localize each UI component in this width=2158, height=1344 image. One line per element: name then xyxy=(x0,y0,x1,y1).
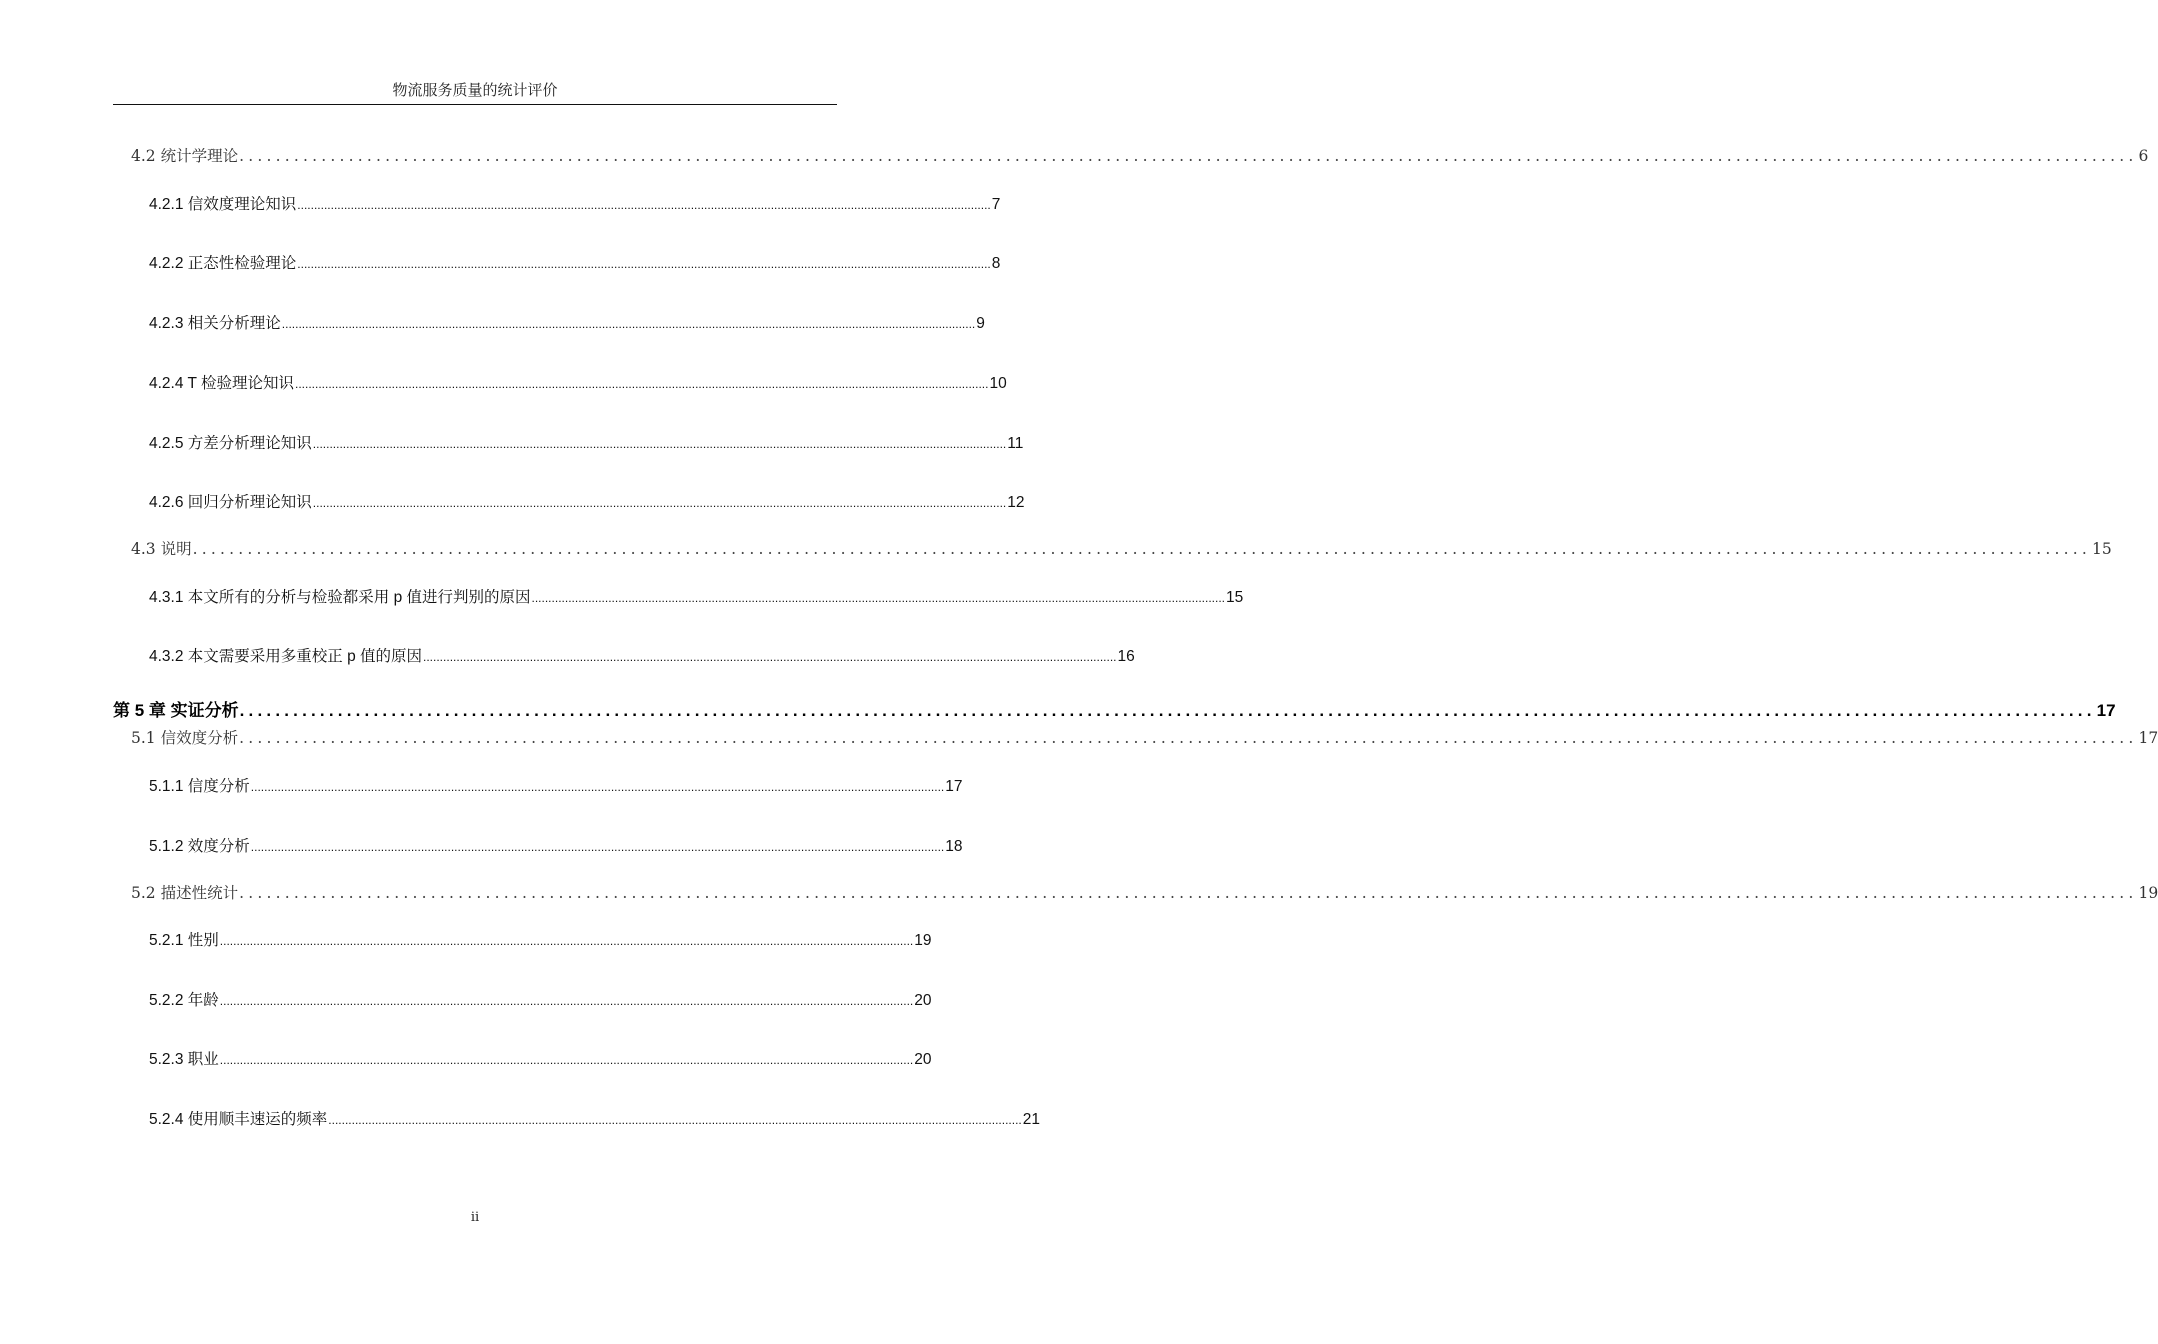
toc-entry-page: 17 xyxy=(2096,701,2116,720)
toc-entry-4-2-1[interactable] xyxy=(149,192,1001,214)
toc-entry-page: 19 xyxy=(914,932,932,949)
toc-entry-page: 10 xyxy=(989,375,1007,392)
toc-leader-dots: ................................................................................................................................................................................................................ xyxy=(531,591,1225,605)
toc-leader-dots: ................................................................................................................................................................................................................ xyxy=(239,729,2138,747)
toc-leader-dots: ................................................................................................................................................................................................................ xyxy=(328,1113,1022,1127)
toc-entry-title: 5.2.1 性别 xyxy=(149,932,219,949)
toc-entry-5-2-3[interactable] xyxy=(149,1047,932,1069)
toc-leader-dots: ................................................................................................................................................................................................................ xyxy=(250,780,945,794)
toc-leader-dots: ................................................................................................................................................................................................................ xyxy=(219,1053,914,1067)
toc-entry-5-2-1[interactable] xyxy=(149,928,932,950)
toc-entry-page: 15 xyxy=(2092,540,2112,558)
toc-leader-dots: ................................................................................................................................................................................................................ xyxy=(219,994,914,1008)
toc-entry-title: 5.2.4 使用顺丰速运的频率 xyxy=(149,1111,328,1128)
page-number: ii xyxy=(470,1210,480,1225)
toc-entry-page: 11 xyxy=(1007,435,1024,452)
toc-entry-title: 5.1.2 效度分析 xyxy=(149,838,250,855)
toc-entry-4-2-6[interactable] xyxy=(149,490,1025,512)
toc-entry-page: 16 xyxy=(1117,648,1135,665)
toc-entry-chapter-5[interactable] xyxy=(113,696,2116,721)
toc-entry-5-1-1[interactable] xyxy=(149,774,963,796)
running-header-title: 物流服务质量的统计评价 xyxy=(392,81,558,99)
toc-leader-dots: ................................................................................................................................................................................................................ xyxy=(312,437,1007,451)
toc-leader-dots: ................................................................................................................................................................................................................ xyxy=(295,377,989,391)
toc-entry-4-3-1[interactable] xyxy=(149,585,1244,607)
toc-entry-5-2[interactable] xyxy=(131,881,2158,903)
toc-leader-dots: ................................................................................................................................................................................................................ xyxy=(239,701,2096,720)
toc-entry-5-1-2[interactable] xyxy=(149,834,963,856)
toc-entry-4-2-3[interactable] xyxy=(149,311,985,333)
toc-entry-page: 21 xyxy=(1022,1111,1040,1128)
toc-entry-title: 5.1 信效度分析 xyxy=(131,729,239,747)
toc-entry-title: 5.2.3 职业 xyxy=(149,1051,219,1068)
toc-entry-title: 5.1.1 信度分析 xyxy=(149,778,250,795)
toc-entry-page: 19 xyxy=(2138,884,2158,902)
toc-entry-title: 4.2.3 相关分析理论 xyxy=(149,315,281,332)
toc-entry-page: 17 xyxy=(2138,729,2158,747)
toc-leader-dots: ................................................................................................................................................................................................................ xyxy=(219,934,914,948)
header-rule xyxy=(113,104,837,105)
toc-entry-page: 17 xyxy=(945,778,963,795)
toc-entry-4-2-4[interactable] xyxy=(149,371,1007,393)
toc-entry-title: 4.2.6 回归分析理论知识 xyxy=(149,494,312,511)
toc-entry-page: 18 xyxy=(945,838,963,855)
toc-entry-4-3-2[interactable] xyxy=(149,644,1135,666)
toc-entry-page: 15 xyxy=(1225,589,1244,606)
toc-entry-5-1[interactable] xyxy=(131,726,2158,748)
toc-entry-5-2-4[interactable] xyxy=(149,1107,1040,1129)
toc-leader-dots: ................................................................................................................................................................................................................ xyxy=(250,840,945,854)
toc-entry-page: 8 xyxy=(991,255,1001,272)
toc-entry-title: 4.2.5 方差分析理论知识 xyxy=(149,435,312,452)
toc-entry-title: 5.2.2 年龄 xyxy=(149,992,219,1009)
toc-leader-dots: ................................................................................................................................................................................................................ xyxy=(423,650,1117,664)
toc-entry-title: 4.2.4 T 检验理论知识 xyxy=(149,375,294,392)
toc-entry-page: 12 xyxy=(1007,494,1025,511)
toc-entry-page: 20 xyxy=(914,992,932,1009)
toc-entry-page: 6 xyxy=(2138,147,2149,165)
toc-entry-page: 9 xyxy=(976,315,985,332)
toc-entry-title: 4.2.2 正态性检验理论 xyxy=(149,255,297,272)
toc-entry-title: 4.3.2 本文需要采用多重校正 p 值的原因 xyxy=(149,648,423,665)
toc-leader-dots: ................................................................................................................................................................................................................ xyxy=(281,317,976,331)
toc-leader-dots: ................................................................................................................................................................................................................ xyxy=(297,198,991,212)
toc-entry-title: 4.3 说明 xyxy=(131,540,192,558)
toc-entry-title: 5.2 描述性统计 xyxy=(131,884,239,902)
toc-entry-4-3[interactable] xyxy=(131,537,2112,559)
toc-entry-title: 第 5 章 实证分析 xyxy=(113,701,239,720)
toc-leader-dots: ................................................................................................................................................................................................................ xyxy=(312,496,1007,510)
toc-entry-title: 4.2 统计学理论 xyxy=(131,147,239,165)
toc-entry-page: 7 xyxy=(991,196,1001,213)
toc-leader-dots: ................................................................................................................................................................................................................ xyxy=(239,884,2138,902)
toc-entry-title: 4.2.1 信效度理论知识 xyxy=(149,196,297,213)
toc-entry-4-2[interactable] xyxy=(131,144,2149,166)
toc-leader-dots: ................................................................................................................................................................................................................ xyxy=(297,257,991,271)
toc-entry-title: 4.3.1 本文所有的分析与检验都采用 p 值进行判别的原因 xyxy=(149,589,531,606)
toc-entry-5-2-2[interactable] xyxy=(149,988,932,1010)
toc-entry-4-2-2[interactable] xyxy=(149,251,1001,273)
toc-entry-page: 20 xyxy=(914,1051,932,1068)
toc-leader-dots: ................................................................................................................................................................................................................ xyxy=(239,147,2138,165)
toc-entry-4-2-5[interactable] xyxy=(149,431,1024,453)
toc-leader-dots: ................................................................................................................................................................................................................ xyxy=(192,540,2091,558)
